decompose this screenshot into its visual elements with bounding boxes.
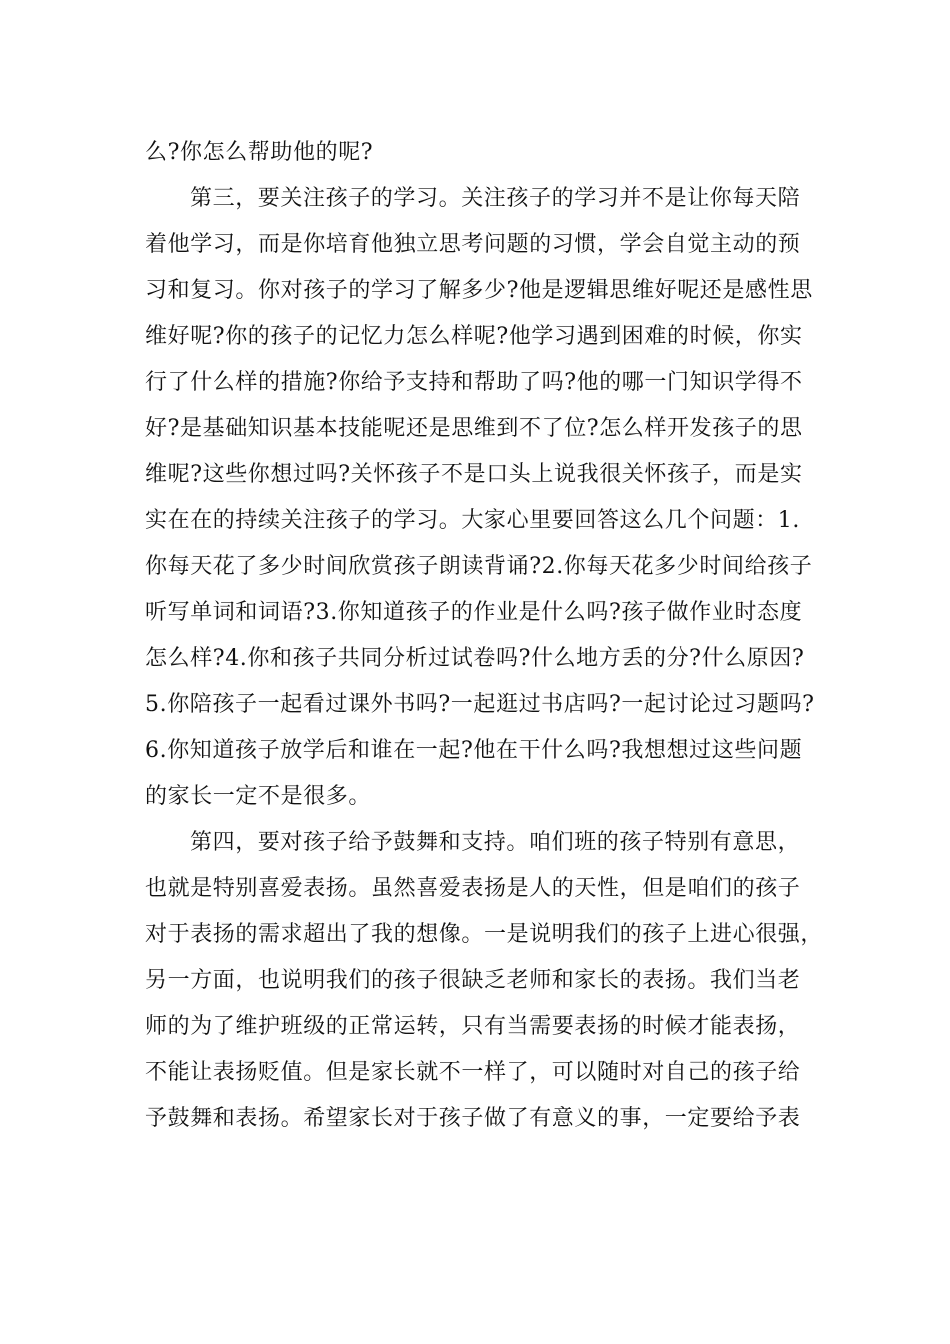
text-line: 6.你知道孩子放学后和谁在一起?他在干什么吗?我想想过这些问题 (145, 738, 803, 763)
text-line: 5.你陪孩子一起看过课外书吗?一起逛过书店吗?一起讨论过习题吗? (145, 692, 815, 717)
text-line: 实在在的持续关注孩子的学习。大家心里要回答这么几个问题：1. (145, 508, 800, 533)
body-text (145, 130, 845, 1142)
text-line: 着他学习，而是你培育他独立思考问题的习惯，学会自觉主动的预 (145, 232, 801, 257)
text-line: 也就是特别喜爱表扬。虽然喜爱表扬是人的天性，但是咱们的孩子 (145, 876, 801, 901)
text-line: 你每天花了多少时间欣赏孩子朗读背诵?2.你每天花多少时间给孩子 (145, 554, 813, 579)
text-line: 习和复习。你对孩子的学习了解多少?他是逻辑思维好呢还是感性思 (145, 278, 813, 303)
text-line: 另一方面，也说明我们的孩子很缺乏老师和家长的表扬。我们当老 (145, 968, 801, 993)
text-line: 维呢?这些你想过吗?关怀孩子不是口头上说我很关怀孩子，而是实 (145, 462, 803, 487)
paragraph-start-line: 第三，要关注孩子的学习。关注孩子的学习并不是让你每天陪 (190, 186, 801, 211)
paragraph-start-line: 第四，要对孩子给予鼓舞和支持。咱们班的孩子特别有意思， (190, 830, 801, 855)
text-line: 怎么样?4.你和孩子共同分析过试卷吗?什么地方丢的分?什么原因? (145, 646, 805, 671)
text-line: 师的为了维护班级的正常运转，只有当需要表扬的时候才能表扬， (145, 1014, 801, 1039)
text-line: 听写单词和词语?3.你知道孩子的作业是什么吗?孩子做作业时态度 (145, 600, 803, 625)
text-line: 行了什么样的措施?你给予支持和帮助了吗?他的哪一门知识学得不 (145, 370, 803, 395)
text-line: 予鼓舞和表扬。希望家长对于孩子做了有意义的事，一定要给予表 (145, 1106, 801, 1131)
text-line: 对于表扬的需求超出了我的想像。一是说明我们的孩子上进心很强， (145, 922, 824, 947)
text-line: 不能让表扬贬值。但是家长就不一样了，可以随时对自己的孩子给 (145, 1060, 801, 1085)
text-line: 好?是基础知识基本技能呢还是思维到不了位?怎么样开发孩子的思 (145, 416, 803, 441)
text-line: 维好呢?你的孩子的记忆力怎么样呢?他学习遇到困难的时候，你实 (145, 324, 803, 349)
text-line: 么?你怎么帮助他的呢? (145, 140, 374, 165)
text-line: 的家长一定不是很多。 (145, 784, 372, 809)
